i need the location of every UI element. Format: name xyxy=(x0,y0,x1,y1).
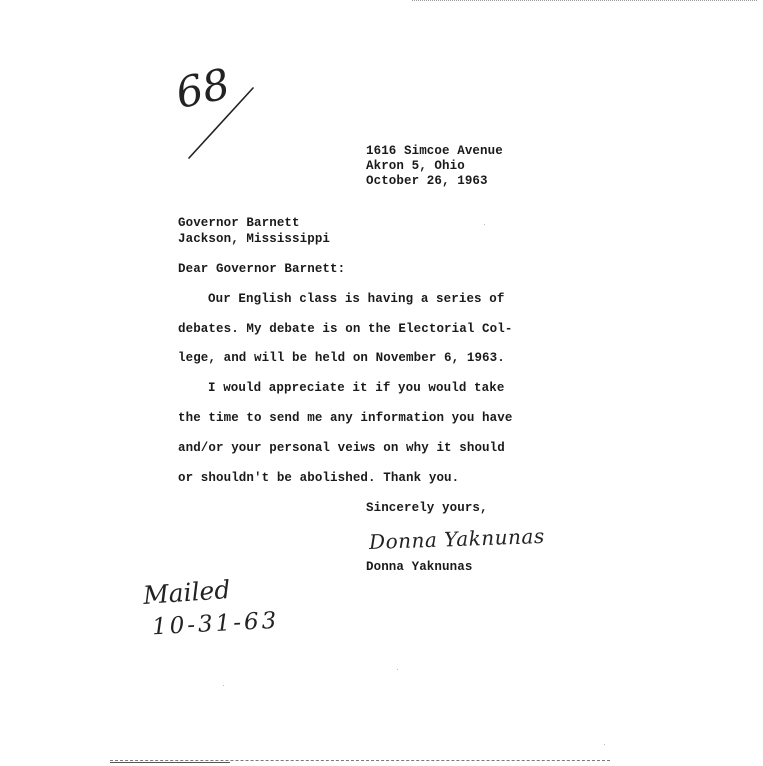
letter-date: October 26, 1963 xyxy=(366,174,488,188)
scan-bottom-edge xyxy=(110,760,610,761)
body-line: debates. My debate is on the Electorial Col- xyxy=(178,322,513,336)
closing: Sincerely yours, xyxy=(366,501,488,515)
recipient-location: Jackson, Mississippi xyxy=(178,232,331,246)
body-line: or shouldn't be abolished. Thank you. xyxy=(178,471,460,485)
body-line: Our English class is having a series of xyxy=(208,292,505,306)
return-city: Akron 5, Ohio xyxy=(366,159,465,173)
scan-speck xyxy=(484,224,485,225)
scan-edge-dots xyxy=(412,0,757,1)
salutation: Dear Governor Barnett: xyxy=(178,262,346,276)
scan-bottom-rule xyxy=(110,762,230,763)
body-line: the time to send me any information you have xyxy=(178,411,513,425)
typed-name: Donna Yaknunas xyxy=(366,560,473,574)
handwritten-mailed-note: Mailed xyxy=(142,574,232,611)
recipient-name: Governor Barnett xyxy=(178,216,300,230)
scan-speck xyxy=(604,744,605,745)
pen-slash-mark xyxy=(183,82,263,162)
return-street: 1616 Simcoe Avenue xyxy=(366,144,503,158)
handwritten-mailed-date: 10-31-63 xyxy=(151,607,280,641)
handwritten-signature: Donna Yaknunas xyxy=(368,523,546,555)
handwritten-file-number: 68 xyxy=(171,58,234,119)
body-line: I would appreciate it if you would take xyxy=(208,381,505,395)
scan-speck xyxy=(397,669,398,670)
body-line: and/or your personal veiws on why it should xyxy=(178,441,505,455)
body-line: lege, and will be held on November 6, 1963. xyxy=(178,351,505,365)
scan-speck xyxy=(223,685,224,686)
